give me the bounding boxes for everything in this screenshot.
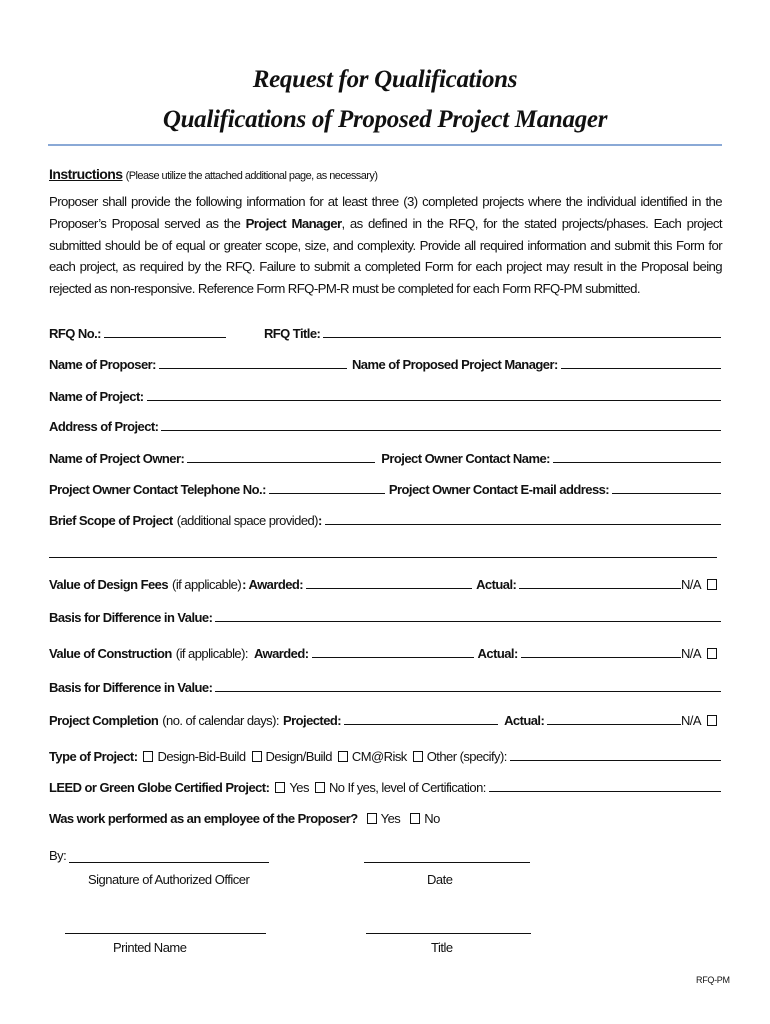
contact-name-field[interactable]: [553, 448, 721, 463]
type-dbb-checkbox[interactable]: [143, 751, 153, 762]
scope-label: Brief Scope of Project: [49, 513, 173, 528]
type-cm-checkbox[interactable]: [338, 751, 348, 762]
signature-line[interactable]: [69, 862, 269, 863]
leed-level-field[interactable]: [489, 777, 721, 792]
completion-na-checkbox[interactable]: [707, 715, 717, 726]
owner-label: Name of Project Owner:: [49, 451, 185, 466]
project-name-field[interactable]: [147, 386, 721, 401]
scope-note: (additional space provided): [176, 513, 318, 528]
leed-no-checkbox[interactable]: [315, 782, 325, 793]
employee-yes-label: Yes: [380, 811, 401, 826]
type-cm-label: CM@Risk: [351, 749, 407, 764]
leed-yes-label: Yes: [289, 780, 309, 795]
design-awarded-field[interactable]: [306, 574, 472, 589]
completion-actual-field[interactable]: [547, 710, 681, 725]
basis-field-2[interactable]: [215, 677, 721, 692]
row-employee: [49, 806, 721, 826]
row-basis-2: [49, 675, 721, 695]
row-address: [49, 414, 721, 434]
title-line[interactable]: [366, 933, 531, 934]
leed-no-label: No If yes, level of Certification:: [328, 780, 486, 795]
address-field[interactable]: [161, 416, 721, 431]
type-other-label: Other (specify):: [426, 749, 507, 764]
proposer-field[interactable]: [159, 354, 347, 369]
construction-awarded-field[interactable]: [312, 643, 474, 658]
by-label: By:: [49, 848, 67, 863]
completion-label: Project Completion: [49, 713, 159, 728]
email-label: Project Owner Contact E-mail address:: [388, 482, 610, 497]
basis-label-1: Basis for Difference in Value:: [49, 610, 213, 625]
instructions-heading: [49, 166, 378, 182]
basis-label-2: Basis for Difference in Value:: [49, 680, 213, 695]
construction-actual-label: Actual:: [477, 646, 518, 661]
design-fees-label: Value of Design Fees: [49, 577, 169, 592]
printed-name-line[interactable]: [65, 933, 266, 934]
completion-note: (no. of calendar days):: [162, 713, 279, 728]
rfq-title-field[interactable]: [323, 323, 721, 338]
phone-field[interactable]: [269, 479, 385, 494]
pm-label: Name of Proposed Project Manager:: [351, 357, 558, 372]
para-part1: Proposer shall provide the following information for at least three (3) completed projects where the individual identified in the Proposer’s Proposal served as the: [49, 194, 722, 231]
design-na-label: N/A: [680, 577, 701, 592]
row-construction: [49, 641, 721, 661]
row-completion: [49, 708, 721, 728]
employee-no-checkbox[interactable]: [410, 813, 420, 824]
proposer-label: Name of Proposer:: [49, 357, 156, 372]
email-field[interactable]: [612, 479, 721, 494]
scope-field[interactable]: [325, 510, 721, 525]
construction-label: Value of Construction: [49, 646, 172, 661]
para-part2: , as defined in the RFQ, for the stated projects/phases. Each project submitted should be of equal or greater scope, size, and complexity. Provide all required information and submit this Form for each project, as required by the RFQ. Failure to submit a completed Form for each project may result in the Proposal being rejected as non-responsive. Reference Form RFQ-PM-R must be completed for each Form RFQ-PM submitted.: [49, 215, 722, 297]
construction-actual-field[interactable]: [521, 643, 681, 658]
leed-label: LEED or Green Globe Certified Project:: [49, 780, 270, 795]
row-leed: [49, 775, 721, 795]
projected-label: Projected:: [282, 713, 342, 728]
contact-name-label: Project Owner Contact Name:: [381, 451, 550, 466]
type-db-label: Design/Build: [265, 749, 332, 764]
printed-name-caption: Printed Name: [113, 940, 187, 955]
row-type: [49, 744, 721, 764]
form-subtitle: Qualifications of Proposed Project Manager: [162, 106, 608, 133]
form-title: Request for Qualifications: [252, 66, 518, 93]
project-name-label: Name of Project:: [49, 389, 144, 404]
scope-field-extra[interactable]: [49, 557, 717, 558]
row-contact: [49, 477, 721, 497]
row-rfq: [49, 321, 721, 341]
type-label: Type of Project:: [49, 749, 138, 764]
title-caption: Title: [431, 940, 453, 955]
address-label: Address of Project:: [49, 419, 159, 434]
rfq-no-label: RFQ No.:: [49, 326, 101, 341]
construction-note: (if applicable):: [175, 646, 248, 661]
completion-na-label: N/A: [680, 713, 701, 728]
row-project-name: [49, 384, 721, 404]
design-awarded-label: : Awarded:: [242, 577, 304, 592]
row-proposer: [49, 352, 721, 372]
row-basis-1: [49, 605, 721, 625]
employee-no-label: No: [424, 811, 440, 826]
design-actual-label: Actual:: [476, 577, 517, 592]
para-bold: Project Manager: [245, 215, 342, 231]
type-dbb-label: Design-Bid-Build: [157, 749, 246, 764]
construction-na-label: N/A: [680, 646, 701, 661]
pm-field[interactable]: [561, 354, 721, 369]
employee-label: Was work performed as an employee of the Proposer?: [49, 811, 358, 826]
owner-field[interactable]: [187, 448, 375, 463]
design-fees-note: (if applicable): [172, 577, 242, 592]
completion-actual-label: Actual:: [504, 713, 545, 728]
design-na-checkbox[interactable]: [707, 579, 717, 590]
instructions-paragraph: [49, 191, 722, 300]
construction-na-checkbox[interactable]: [707, 648, 717, 659]
rfq-no-field[interactable]: [104, 323, 226, 338]
form-code: RFQ-PM: [696, 975, 730, 985]
construction-awarded-label: Awarded:: [253, 646, 309, 661]
employee-yes-checkbox[interactable]: [367, 813, 377, 824]
type-db-checkbox[interactable]: [252, 751, 262, 762]
row-scope: [49, 508, 721, 528]
projected-field[interactable]: [344, 710, 498, 725]
leed-yes-checkbox[interactable]: [275, 782, 285, 793]
type-other-checkbox[interactable]: [413, 751, 423, 762]
design-actual-field[interactable]: [519, 574, 681, 589]
date-line[interactable]: [364, 862, 530, 863]
type-other-field[interactable]: [510, 746, 721, 761]
signature-caption: Signature of Authorized Officer: [88, 872, 250, 887]
scope-colon: :: [317, 513, 322, 528]
row-owner: [49, 446, 721, 466]
phone-label: Project Owner Contact Telephone No.:: [49, 482, 266, 497]
title-divider: [48, 144, 722, 146]
rfq-title-label: RFQ Title:: [263, 326, 321, 341]
instructions-note: (Please utilize the attached additional page, as necessary): [125, 170, 378, 182]
row-design-fees: [49, 572, 721, 592]
date-caption: Date: [427, 872, 453, 887]
instructions-label: Instructions: [49, 166, 123, 182]
basis-field-1[interactable]: [215, 607, 721, 622]
